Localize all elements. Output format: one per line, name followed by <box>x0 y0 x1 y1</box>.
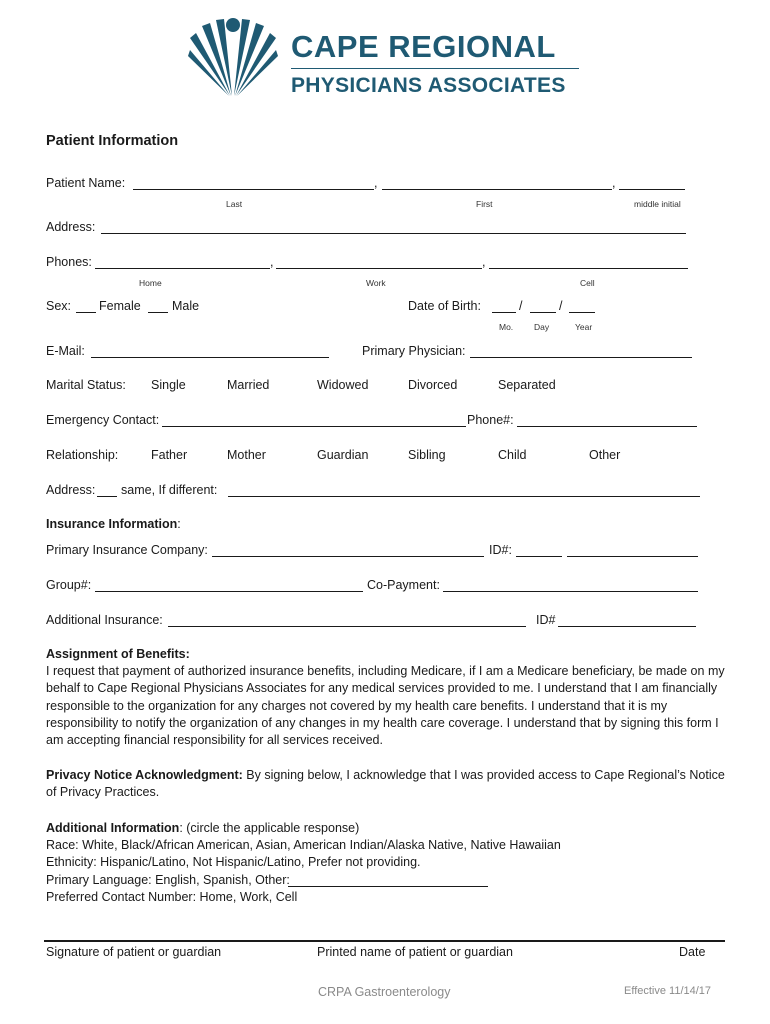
home-sublabel: Home <box>139 278 162 288</box>
privacy-text: By signing below, I acknowledge that I was provided access to Cape Regional’s Notice of Privacy Practices. <box>46 768 725 800</box>
footer-effective-date: Effective 11/14/17 <box>624 985 712 997</box>
copay-field[interactable] <box>443 591 698 592</box>
logo-line2: PHYSICIANS ASSOCIATES <box>291 74 566 97</box>
dob-month-field[interactable] <box>492 312 516 313</box>
dob-label: Date of Birth: <box>408 299 481 313</box>
contact-line: Preferred Contact Number: Home, Work, Cell <box>46 890 298 904</box>
marital-status-label: Marital Status: <box>46 378 126 392</box>
additional-insurance-label: Additional Insurance: <box>46 613 163 627</box>
comma-sep: , <box>270 255 274 269</box>
group-field[interactable] <box>95 591 363 592</box>
emergency-contact-label: Emergency Contact: <box>46 413 160 427</box>
additional-insurance-field[interactable] <box>168 626 526 627</box>
insurance-id-field-2[interactable] <box>567 556 698 557</box>
comma-sep: , <box>374 176 378 190</box>
signature-label: Signature of patient or guardian <box>46 945 222 959</box>
email-label: E-Mail: <box>46 344 85 358</box>
primary-physician-field[interactable] <box>470 357 692 358</box>
printed-name-label: Printed name of patient or guardian <box>317 945 513 959</box>
male-label: Male <box>172 299 200 313</box>
middle-initial-field[interactable] <box>619 189 685 190</box>
same-address-checkbox[interactable] <box>97 496 117 497</box>
marital-option-separated[interactable]: Separated <box>498 378 556 392</box>
address-label: Address: <box>46 220 96 234</box>
relationship-option-other[interactable]: Other <box>589 448 621 462</box>
comma-sep: , <box>482 255 486 269</box>
middle-sublabel: middle initial <box>634 199 681 209</box>
first-sublabel: First <box>476 199 493 209</box>
relationship-option-child[interactable]: Child <box>498 448 527 462</box>
logo-divider <box>291 68 579 69</box>
signature-line[interactable] <box>44 940 725 942</box>
additional-id-field[interactable] <box>558 626 696 627</box>
privacy-heading: Privacy Notice Acknowledgment: <box>46 768 243 782</box>
group-label: Group#: <box>46 578 92 592</box>
male-checkbox[interactable] <box>148 312 168 313</box>
email-field[interactable] <box>91 357 329 358</box>
work-phone-field[interactable] <box>276 268 482 269</box>
privacy-paragraph <box>46 767 726 802</box>
primary-physician-label: Primary Physician: <box>362 344 466 358</box>
relationship-option-guardian[interactable]: Guardian <box>317 448 369 462</box>
ethnicity-line: Ethnicity: Hispanic/Latino, Not Hispanic/Latino, Prefer not providing. <box>46 855 421 869</box>
emergency-contact-field[interactable] <box>162 426 466 427</box>
first-name-field[interactable] <box>382 189 612 190</box>
relationship-option-mother[interactable]: Mother <box>227 448 266 462</box>
year-sublabel: Year <box>575 322 593 332</box>
day-sublabel: Day <box>534 322 550 332</box>
relationship-option-sibling[interactable]: Sibling <box>408 448 446 462</box>
last-name-field[interactable] <box>133 189 374 190</box>
emergency-phone-field[interactable] <box>517 426 697 427</box>
marital-option-single[interactable]: Single <box>151 378 186 392</box>
insurance-heading-colon: : <box>177 517 181 531</box>
relationship-option-father[interactable]: Father <box>151 448 188 462</box>
cell-phone-field[interactable] <box>489 268 688 269</box>
emergency-address-field[interactable] <box>228 496 700 497</box>
additional-id-label: ID# <box>536 613 556 627</box>
emergency-phone-label: Phone#: <box>467 413 514 427</box>
copay-label: Co-Payment: <box>367 578 440 592</box>
primary-insurance-field[interactable] <box>212 556 484 557</box>
insurance-id-field-1[interactable] <box>516 556 562 557</box>
sex-label: Sex: <box>46 299 72 313</box>
marital-option-widowed[interactable]: Widowed <box>317 378 369 392</box>
same-address-text: same, If different: <box>121 483 218 497</box>
primary-insurance-label: Primary Insurance Company: <box>46 543 208 557</box>
assignment-text: I request that payment of authorized insurance benefits, including Medicare, if I am a Medicare beneficiary, be made on my behalf to Cape Regional Physicians Associates for any medical services provided to me. I understand that I am financially responsible to the organization for any charges not covered by my health care benefits. I understand that it is my responsibility to notify the organization of any changes in my health care coverage. I understand that by signing this form I am accepting financial responsibility for all services received. <box>46 664 725 748</box>
date-label: Date <box>679 945 706 959</box>
emergency-address-label: Address: <box>46 483 96 497</box>
insurance-id-label: ID#: <box>489 543 512 557</box>
address-field[interactable] <box>101 233 686 234</box>
logo-line1: CAPE REGIONAL <box>291 29 556 64</box>
additional-info-heading <box>46 820 359 836</box>
language-line: Primary Language: English, Spanish, Other: <box>46 873 290 887</box>
assignment-heading: Assignment of Benefits: <box>46 647 190 661</box>
marital-option-married[interactable]: Married <box>227 378 270 392</box>
relationship-label: Relationship: <box>46 448 119 462</box>
other-language-field[interactable] <box>288 886 488 887</box>
comma-sep: , <box>612 176 616 190</box>
insurance-heading-text: Insurance Information <box>46 517 178 531</box>
month-sublabel: Mo. <box>499 322 514 332</box>
page-title: Patient Information <box>46 133 179 149</box>
last-sublabel: Last <box>226 199 243 209</box>
dob-year-field[interactable] <box>569 312 595 313</box>
patient-name-label: Patient Name: <box>46 176 126 190</box>
footer-department: CRPA Gastroenterology <box>318 985 451 999</box>
female-checkbox[interactable] <box>76 312 96 313</box>
shell-logo-icon <box>188 16 278 98</box>
cell-sublabel: Cell <box>580 278 595 288</box>
home-phone-field[interactable] <box>95 268 270 269</box>
insurance-heading <box>46 516 181 532</box>
race-line: Race: White, Black/African American, Asian, American Indian/Alaska Native, Native Hawaiian <box>46 838 561 852</box>
marital-option-divorced[interactable]: Divorced <box>408 378 458 392</box>
work-sublabel: Work <box>366 278 386 288</box>
phones-label: Phones: <box>46 255 92 269</box>
slash-sep: / <box>559 299 563 313</box>
female-label: Female <box>99 299 141 313</box>
dob-day-field[interactable] <box>530 312 556 313</box>
additional-heading-suffix: : (circle the applicable response) <box>179 821 360 835</box>
additional-heading-text: Additional Information <box>46 821 180 835</box>
slash-sep: / <box>519 299 523 313</box>
